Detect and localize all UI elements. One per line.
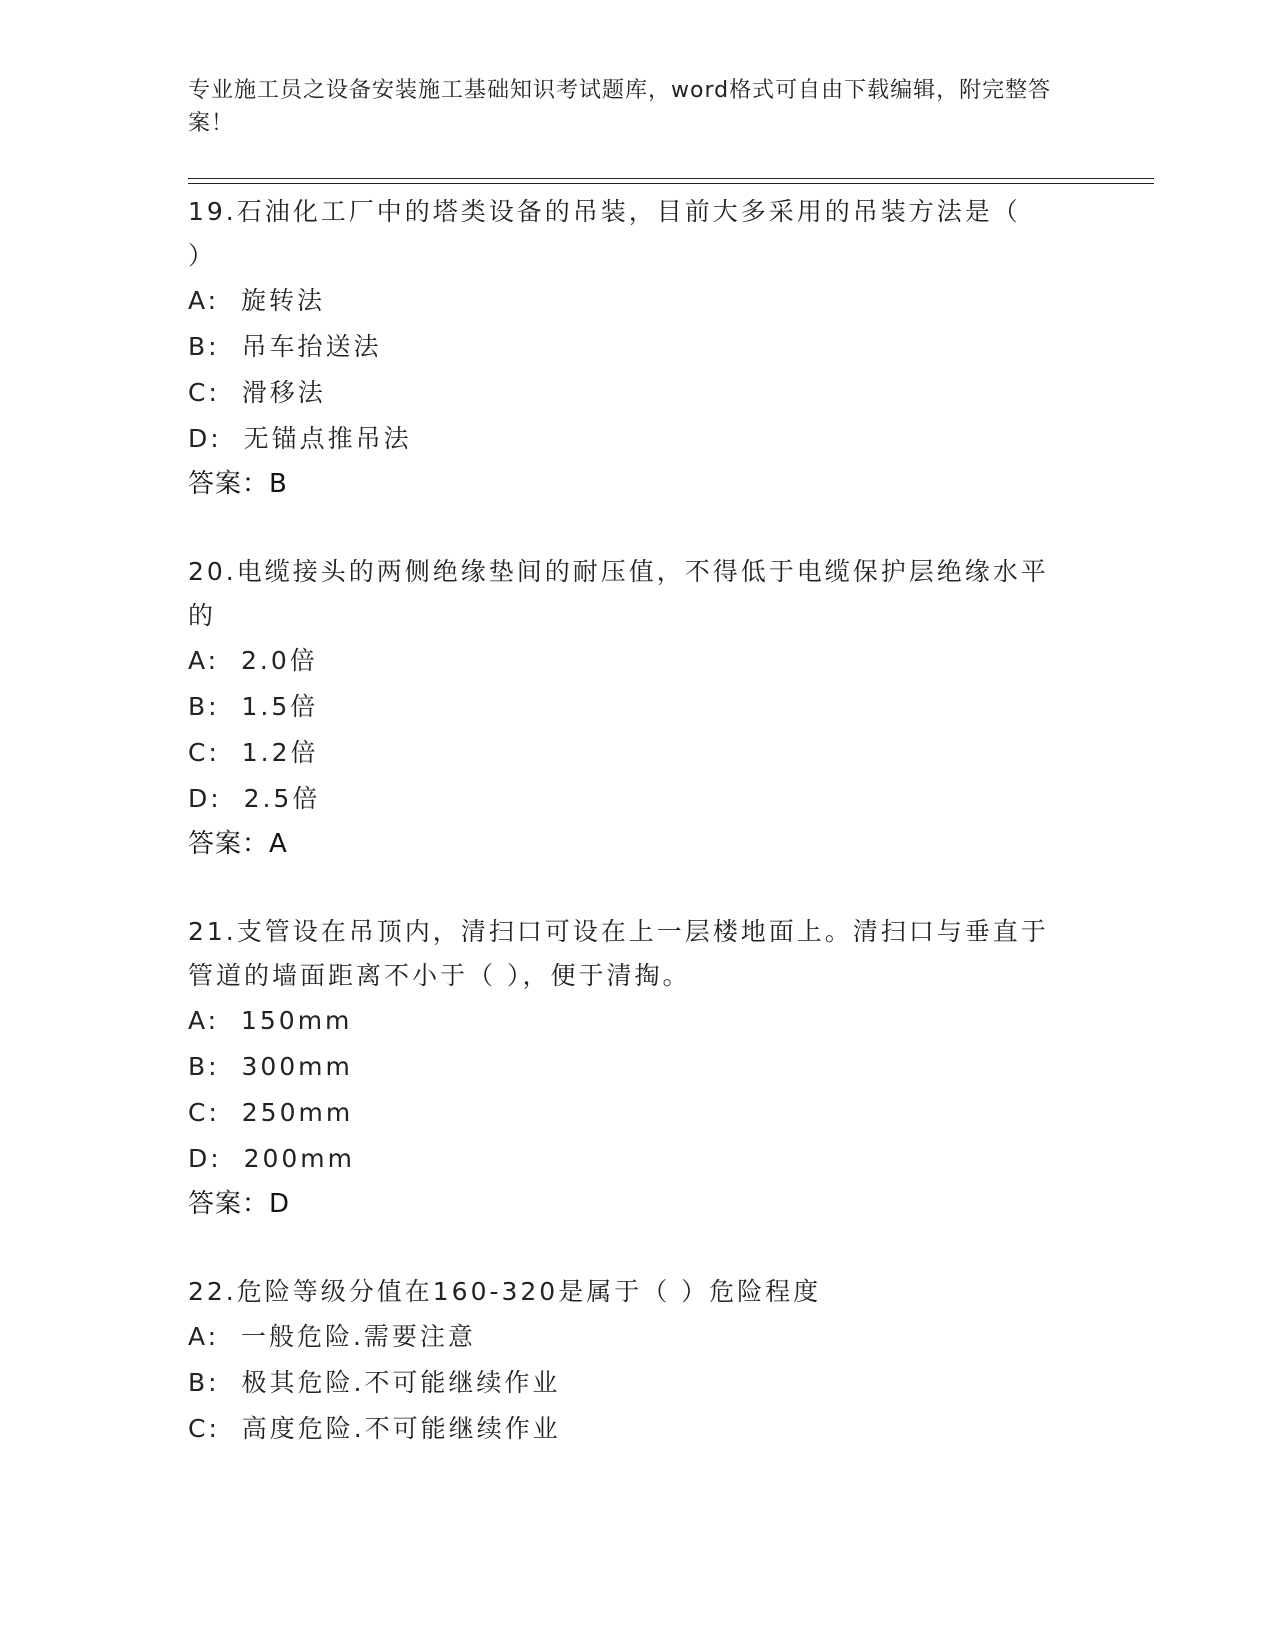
option-b: B: 1.5倍 (188, 692, 319, 721)
question-stem: 22.危险等级分值在160-320是属于（ ）危险程度 (188, 1277, 822, 1306)
question-stem: 21.支管设在吊顶内，清扫口可设在上一层楼地面上。清扫口与垂直于 管道的墙面距离不小于（ ），便于清掏。 (188, 917, 1049, 990)
option-b: B: 吊车抬送法 (188, 332, 382, 361)
option-c: C: 高度危险.不可能继续作业 (188, 1414, 561, 1443)
option-c: C: 250mm (188, 1098, 354, 1127)
document-header: 专业施工员之设备安装施工基础知识考试题库，word格式可自由下载编辑，附完整答案！ (188, 78, 1052, 136)
option-d: D: 2.5倍 (188, 784, 321, 813)
answer: 答案：D (188, 1189, 291, 1219)
option-a: A: 一般危险.需要注意 (188, 1322, 476, 1351)
option-d: D: 无锚点推吊法 (188, 424, 412, 453)
answer: 答案：A (188, 829, 288, 859)
question-22 (188, 1270, 1088, 1452)
option-b: B: 300mm (188, 1052, 353, 1081)
option-d: D: 200mm (188, 1144, 355, 1173)
option-b: B: 极其危险.不可能继续作业 (188, 1368, 561, 1397)
header-divider-bottom (188, 183, 1154, 184)
option-c: C: 1.2倍 (188, 738, 319, 767)
option-c: C: 滑移法 (188, 378, 326, 407)
question-19 (188, 190, 1088, 506)
question-21 (188, 910, 1088, 1226)
question-stem: 19.石油化工厂中的塔类设备的吊装，目前大多采用的吊装方法是（ ） (188, 197, 1021, 270)
option-a: A: 150mm (188, 1006, 353, 1035)
header-divider-top (188, 178, 1154, 179)
question-stem: 20.电缆接头的两侧绝缘垫间的耐压值，不得低于电缆保护层绝缘水平 的 (188, 557, 1049, 630)
answer: 答案：B (188, 469, 288, 499)
option-a: A: 旋转法 (188, 286, 325, 315)
question-20 (188, 550, 1088, 866)
option-a: A: 2.0倍 (188, 646, 318, 675)
